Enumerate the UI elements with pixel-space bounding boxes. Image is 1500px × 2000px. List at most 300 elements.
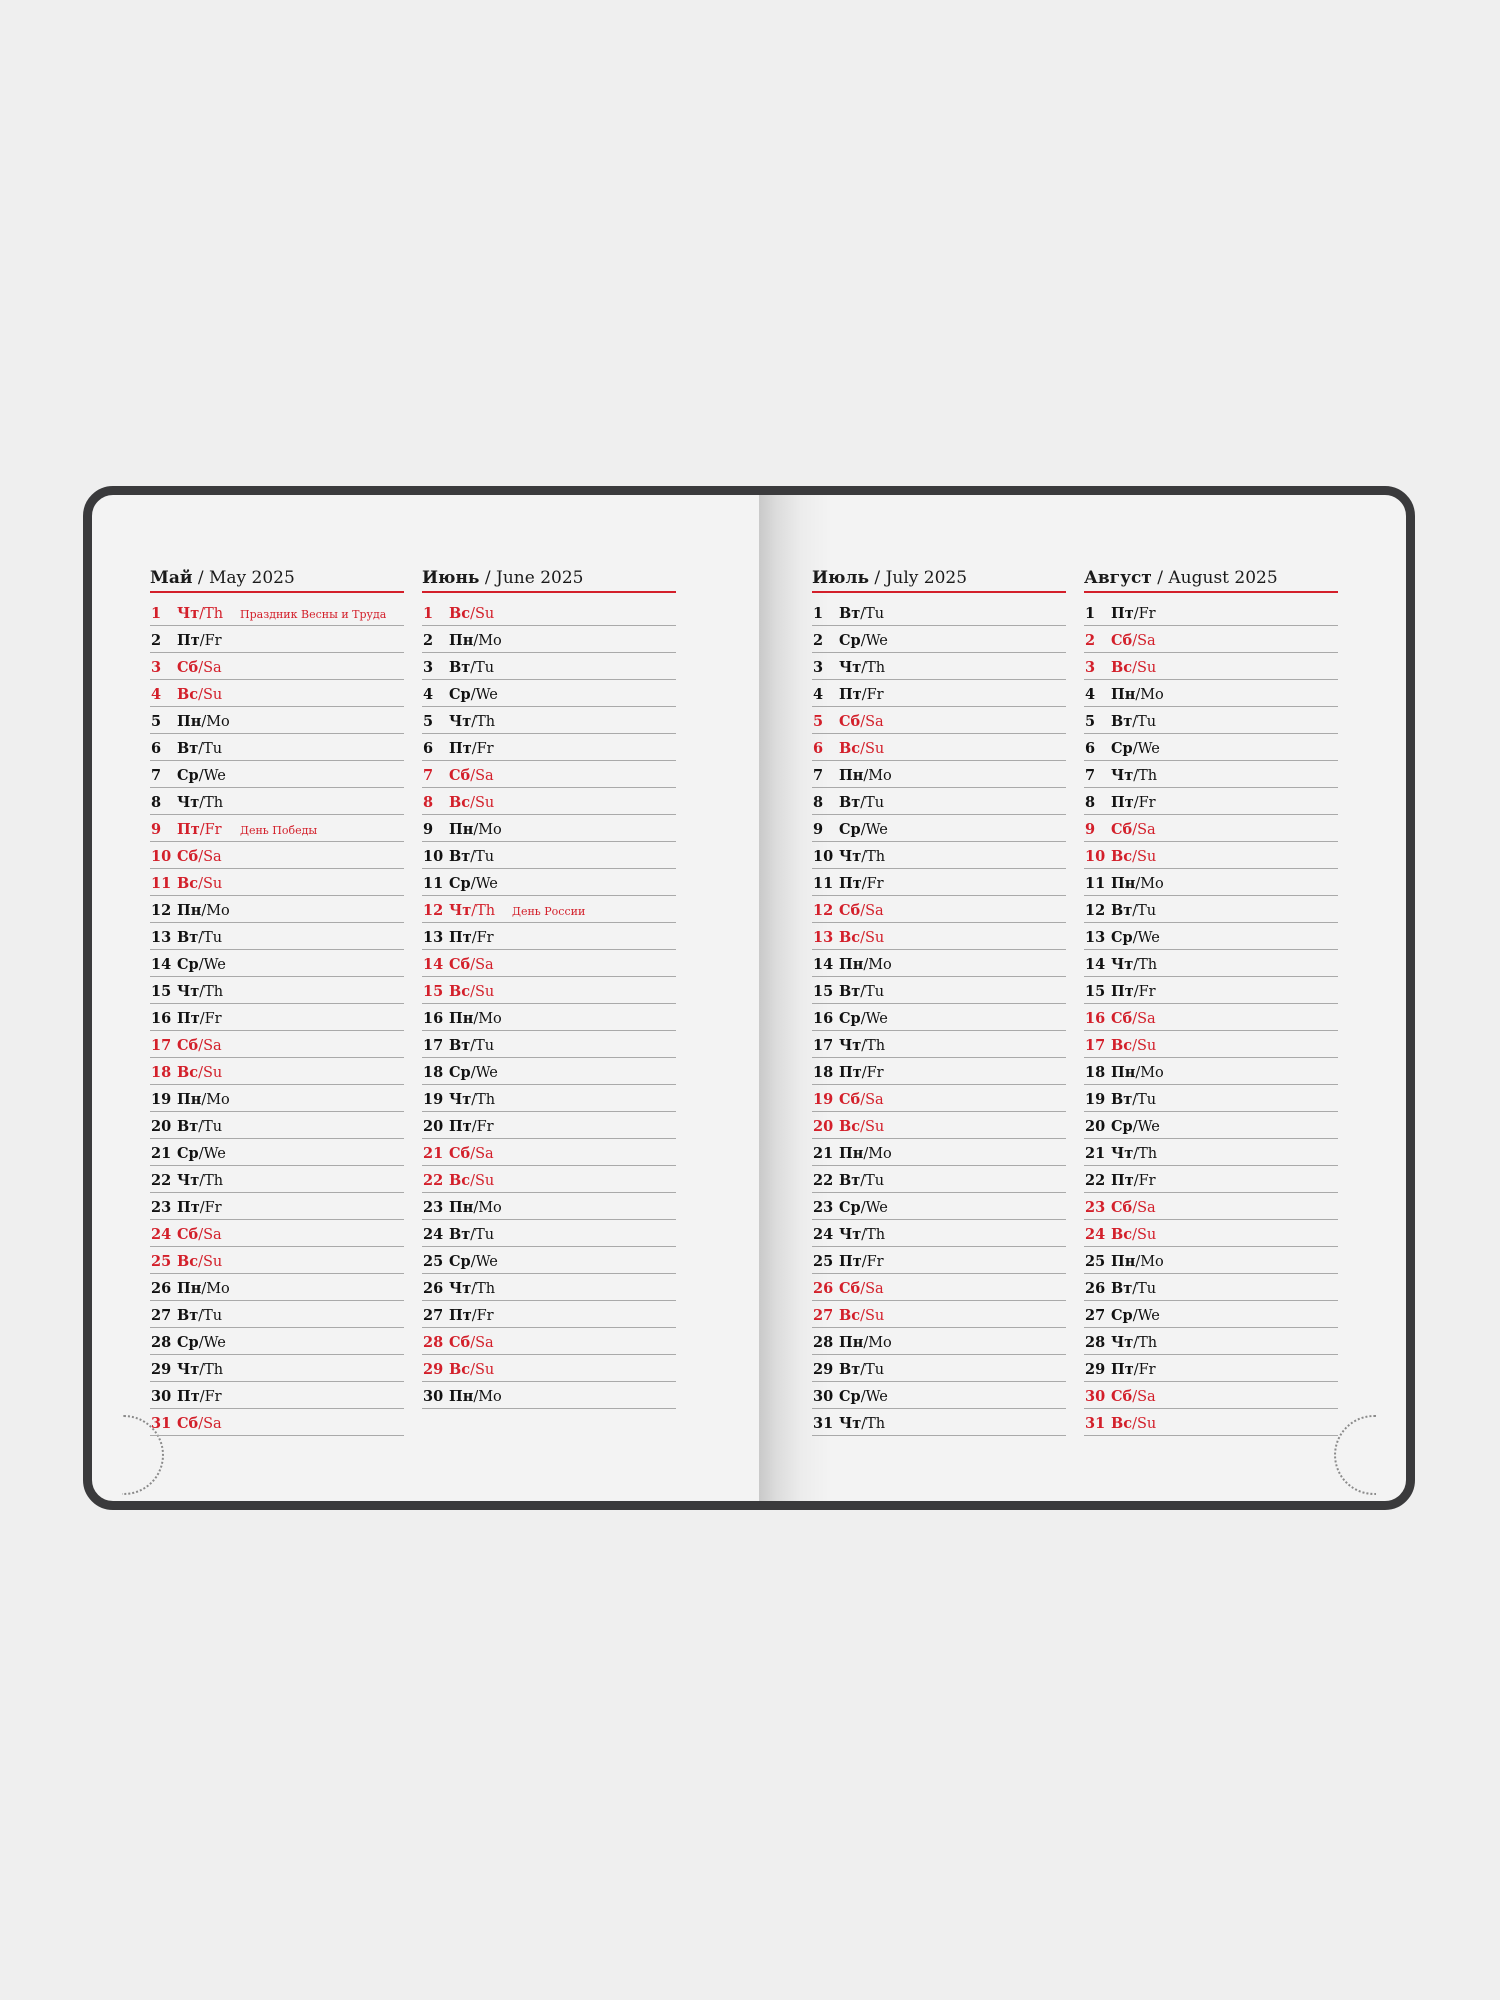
weekday-separator: / — [471, 1092, 477, 1108]
day-row — [812, 1085, 1066, 1112]
weekday — [1111, 923, 1160, 953]
day-row — [1084, 707, 1338, 734]
weekday-ru: Вс — [1111, 1037, 1133, 1054]
weekday-en: Sa — [475, 768, 494, 784]
day-number: 23 — [423, 1199, 444, 1216]
weekday-separator: / — [198, 1254, 203, 1270]
day-number: 13 — [423, 929, 444, 946]
day-row — [150, 977, 404, 1004]
day-number: 29 — [151, 1361, 172, 1378]
weekday-en: Fr — [866, 687, 884, 703]
weekday — [449, 1247, 498, 1277]
weekday-separator: / — [199, 1200, 205, 1216]
weekday-en: Tu — [1137, 1092, 1157, 1108]
day-number: 15 — [813, 983, 834, 1000]
weekday — [177, 1139, 226, 1169]
weekday-separator: / — [198, 1119, 204, 1135]
weekday-separator: / — [860, 1173, 866, 1189]
weekday-ru: Вс — [177, 686, 199, 703]
weekday-en: Tu — [203, 741, 223, 757]
weekday-en: Sa — [203, 849, 222, 865]
day-row — [812, 1274, 1066, 1301]
month-july — [812, 567, 1066, 1436]
day-row — [422, 1247, 676, 1274]
weekday-en: Su — [202, 687, 223, 703]
day-number: 30 — [423, 1388, 444, 1405]
day-row — [150, 1112, 404, 1139]
weekday-en: Fr — [476, 930, 494, 946]
weekday-ru: Вс — [449, 794, 471, 811]
day-row — [1084, 626, 1338, 653]
day-number: 25 — [813, 1253, 834, 1270]
weekday-ru: Сб — [449, 1334, 471, 1351]
day-row — [150, 1193, 404, 1220]
weekday — [449, 1301, 494, 1331]
weekday-ru: Пн — [449, 1010, 474, 1027]
weekday-en: Mo — [868, 1335, 892, 1351]
weekday-en: Sa — [1137, 1389, 1156, 1405]
weekday-separator: / — [1132, 660, 1137, 676]
weekday — [177, 1301, 222, 1331]
weekday-separator: / — [198, 1416, 204, 1432]
weekday-en: We — [203, 957, 226, 973]
weekday — [1111, 1193, 1156, 1223]
weekday-en: Fr — [204, 822, 222, 838]
weekday — [177, 626, 222, 656]
weekday — [449, 788, 494, 818]
weekday — [839, 626, 888, 656]
weekday — [839, 1220, 885, 1250]
weekday-en: Sa — [1137, 1011, 1156, 1027]
day-row — [812, 1301, 1066, 1328]
weekday-separator: / — [861, 1038, 867, 1054]
weekday-separator: / — [1132, 1308, 1138, 1324]
day-row — [1084, 815, 1338, 842]
weekday-separator: / — [470, 1254, 476, 1270]
day-number: 27 — [151, 1307, 172, 1324]
weekday-en: Th — [866, 1038, 886, 1054]
weekday-ru: Пт — [177, 1010, 200, 1027]
weekday-separator: / — [1135, 1254, 1141, 1270]
day-row — [1084, 1382, 1338, 1409]
day-number: 29 — [813, 1361, 834, 1378]
weekday-ru: Вт — [177, 929, 199, 946]
weekday-en: Mo — [1140, 1254, 1164, 1270]
day-number: 9 — [151, 821, 162, 838]
weekday-en: Su — [864, 1119, 885, 1135]
weekday-ru: Ср — [839, 1388, 861, 1405]
weekday-separator: / — [861, 1227, 867, 1243]
weekday — [839, 1166, 884, 1196]
day-number: 5 — [151, 713, 162, 730]
weekday-ru: Вт — [839, 605, 861, 622]
weekday-separator: / — [1135, 876, 1141, 892]
weekday-en: Tu — [475, 849, 495, 865]
weekday-ru: Пн — [177, 902, 202, 919]
day-row — [422, 761, 676, 788]
day-number: 25 — [151, 1253, 172, 1270]
day-number: 11 — [423, 875, 444, 892]
weekday-ru: Вс — [449, 1361, 471, 1378]
weekday-en: Tu — [865, 606, 885, 622]
weekday-ru: Вс — [839, 1307, 861, 1324]
weekday — [177, 815, 222, 845]
weekday — [449, 1004, 502, 1034]
day-number: 22 — [423, 1172, 444, 1189]
weekday-separator: / — [863, 768, 869, 784]
weekday — [177, 1382, 222, 1412]
weekday — [449, 923, 494, 953]
weekday — [449, 1058, 498, 1088]
weekday-ru: Сб — [1111, 1010, 1133, 1027]
day-row — [812, 1328, 1066, 1355]
day-row — [422, 626, 676, 653]
weekday — [1111, 653, 1156, 683]
weekday — [449, 1220, 494, 1250]
day-row — [422, 680, 676, 707]
day-row — [150, 1166, 404, 1193]
weekday-en: Th — [476, 714, 496, 730]
day-number: 30 — [151, 1388, 172, 1405]
weekday-separator: / — [470, 1146, 476, 1162]
day-number: 26 — [423, 1280, 444, 1297]
day-number: 1 — [813, 605, 824, 622]
day-number: 4 — [813, 686, 824, 703]
weekday-en: Th — [204, 984, 224, 1000]
weekday-ru: Вс — [839, 929, 861, 946]
weekday — [177, 1274, 230, 1304]
day-row — [422, 1382, 676, 1409]
weekday — [177, 734, 222, 764]
weekday-ru: Вт — [839, 983, 861, 1000]
weekday — [839, 1382, 888, 1412]
weekday — [1111, 1112, 1160, 1142]
weekday-en: Fr — [1138, 1362, 1156, 1378]
weekday-en: Fr — [476, 1308, 494, 1324]
weekday-en: Mo — [478, 822, 502, 838]
weekday-en: Su — [474, 984, 495, 1000]
day-number: 2 — [423, 632, 434, 649]
day-number: 13 — [151, 929, 172, 946]
weekday-ru: Ср — [177, 1334, 199, 1351]
day-row — [150, 1301, 404, 1328]
day-number: 16 — [813, 1010, 834, 1027]
weekday-en: Tu — [203, 1308, 223, 1324]
weekday-en: Th — [1138, 1146, 1158, 1162]
month-name-ru: Май — [150, 568, 193, 588]
day-number: 15 — [423, 983, 444, 1000]
weekday — [839, 1409, 885, 1439]
day-row — [812, 1220, 1066, 1247]
weekday-separator: / — [1132, 1227, 1137, 1243]
weekday-separator: / — [1132, 1038, 1137, 1054]
day-row — [422, 869, 676, 896]
day-row — [150, 1058, 404, 1085]
weekday — [449, 653, 494, 683]
day-row — [1084, 1058, 1338, 1085]
weekday-en: We — [475, 1065, 498, 1081]
weekday-en: Sa — [475, 1335, 494, 1351]
weekday-separator: / — [198, 876, 203, 892]
weekday — [177, 1085, 230, 1115]
day-row — [812, 1139, 1066, 1166]
day-number: 11 — [813, 875, 834, 892]
weekday-ru: Пн — [839, 767, 864, 784]
weekday-ru: Вс — [1111, 1415, 1133, 1432]
weekday — [177, 1409, 222, 1439]
day-number: 16 — [1085, 1010, 1106, 1027]
day-number: 13 — [1085, 929, 1106, 946]
weekday-en: Tu — [1137, 903, 1157, 919]
weekday-ru: Сб — [177, 1037, 199, 1054]
weekday — [1111, 896, 1156, 926]
weekday-separator: / — [1135, 687, 1141, 703]
weekday-ru: Ср — [1111, 740, 1133, 757]
weekday-separator: / — [1133, 984, 1139, 1000]
weekday-ru: Пн — [1111, 875, 1136, 892]
weekday-separator: / — [471, 903, 477, 919]
weekday-ru: Сб — [177, 1415, 199, 1432]
weekday — [1111, 1031, 1156, 1061]
weekday-separator: / — [470, 795, 475, 811]
day-row — [422, 1139, 676, 1166]
weekday-ru: Чт — [177, 1172, 200, 1189]
weekday — [177, 680, 222, 710]
day-number: 27 — [1085, 1307, 1106, 1324]
day-number: 6 — [1085, 740, 1096, 757]
weekday-separator: / — [198, 1308, 204, 1324]
weekday-en: Fr — [866, 1065, 884, 1081]
weekday-ru: Пн — [1111, 1064, 1136, 1081]
weekday-en: Th — [866, 660, 886, 676]
day-number: 22 — [813, 1172, 834, 1189]
weekday — [1111, 1328, 1157, 1358]
weekday — [177, 761, 226, 791]
day-number: 18 — [423, 1064, 444, 1081]
day-number: 11 — [1085, 875, 1106, 892]
weekday-ru: Ср — [449, 875, 471, 892]
weekday-ru: Ср — [839, 632, 861, 649]
day-row — [812, 869, 1066, 896]
weekday-en: Su — [202, 1254, 223, 1270]
weekday-separator: / — [199, 1389, 205, 1405]
weekday-separator: / — [1132, 930, 1138, 946]
weekday-ru: Вс — [1111, 659, 1133, 676]
day-row — [1084, 680, 1338, 707]
weekday-separator: / — [1132, 1011, 1138, 1027]
weekday-en: Fr — [1138, 606, 1156, 622]
weekday-separator: / — [861, 687, 867, 703]
day-number: 18 — [813, 1064, 834, 1081]
day-number: 14 — [1085, 956, 1106, 973]
weekday-separator: / — [1132, 1119, 1138, 1135]
day-number: 19 — [423, 1091, 444, 1108]
day-number: 17 — [151, 1037, 172, 1054]
weekday-ru: Вт — [1111, 1280, 1133, 1297]
weekday — [449, 1139, 494, 1169]
weekday-separator: / — [199, 633, 205, 649]
weekday — [177, 923, 222, 953]
weekday-ru: Чт — [839, 1226, 862, 1243]
weekday-separator: / — [1132, 633, 1138, 649]
weekday-separator: / — [863, 1146, 869, 1162]
weekday — [1111, 1058, 1164, 1088]
weekday-en: We — [1137, 741, 1160, 757]
day-row — [150, 896, 404, 923]
day-number: 21 — [423, 1145, 444, 1162]
day-number: 8 — [1085, 794, 1096, 811]
day-number: 20 — [151, 1118, 172, 1135]
weekday — [449, 1193, 502, 1223]
day-row — [1084, 1004, 1338, 1031]
weekday-ru: Сб — [177, 1226, 199, 1243]
weekday-en: Mo — [478, 1389, 502, 1405]
day-number: 17 — [423, 1037, 444, 1054]
weekday-ru: Пн — [449, 632, 474, 649]
weekday — [177, 977, 223, 1007]
weekday-en: Fr — [1138, 1173, 1156, 1189]
weekday-separator: / — [470, 1335, 476, 1351]
day-number: 26 — [1085, 1280, 1106, 1297]
weekday-en: Su — [1136, 1227, 1157, 1243]
weekday-ru: Вт — [839, 794, 861, 811]
day-row — [812, 1112, 1066, 1139]
weekday-ru: Вс — [177, 1064, 199, 1081]
weekday-en: Th — [204, 795, 224, 811]
day-row — [422, 977, 676, 1004]
weekday-ru: Вт — [177, 1118, 199, 1135]
day-number: 9 — [1085, 821, 1096, 838]
day-row — [812, 653, 1066, 680]
weekday-ru: Чт — [177, 605, 200, 622]
weekday-ru: Ср — [1111, 1118, 1133, 1135]
weekday-separator: / — [198, 687, 203, 703]
weekday-en: Tu — [865, 1173, 885, 1189]
day-number: 18 — [151, 1064, 172, 1081]
day-row — [422, 1166, 676, 1193]
weekday — [449, 842, 494, 872]
weekday-en: Sa — [1137, 822, 1156, 838]
weekday-en: We — [1137, 930, 1160, 946]
month-header: Июль / July 2025 — [812, 567, 1066, 593]
month-header: Июнь / June 2025 — [422, 567, 676, 593]
day-number: 28 — [1085, 1334, 1106, 1351]
day-number: 12 — [423, 902, 444, 919]
weekday-en: Fr — [476, 1119, 494, 1135]
weekday-en: Th — [1138, 957, 1158, 973]
day-row — [422, 599, 676, 626]
weekday-en: Su — [474, 1173, 495, 1189]
day-number: 20 — [1085, 1118, 1106, 1135]
weekday-en: We — [865, 633, 888, 649]
weekday — [1111, 707, 1156, 737]
weekday-ru: Чт — [1111, 956, 1134, 973]
weekday-ru: Чт — [839, 848, 862, 865]
weekday — [1111, 815, 1156, 845]
day-row — [150, 626, 404, 653]
day-row — [1084, 896, 1338, 923]
day-number: 22 — [1085, 1172, 1106, 1189]
day-row — [812, 842, 1066, 869]
weekday-ru: Сб — [839, 1280, 861, 1297]
day-row — [422, 950, 676, 977]
weekday-separator: / — [1132, 1200, 1138, 1216]
weekday-separator: / — [198, 1038, 204, 1054]
weekday — [1111, 1004, 1156, 1034]
weekday-separator: / — [1133, 795, 1139, 811]
weekday-separator: / — [470, 849, 476, 865]
weekday-ru: Сб — [449, 767, 471, 784]
weekday-separator: / — [1132, 1281, 1138, 1297]
weekday-en: Tu — [865, 1362, 885, 1378]
day-row — [812, 626, 1066, 653]
weekday — [1111, 680, 1164, 710]
day-number: 30 — [813, 1388, 834, 1405]
day-number: 16 — [423, 1010, 444, 1027]
weekday-en: Th — [866, 1227, 886, 1243]
weekday-en: Th — [476, 1281, 496, 1297]
weekday-ru: Пт — [449, 1307, 472, 1324]
month-name-en: August 2025 — [1168, 568, 1278, 588]
weekday-en: Mo — [206, 1281, 230, 1297]
day-number: 19 — [813, 1091, 834, 1108]
day-number: 1 — [1085, 605, 1096, 622]
day-number: 19 — [1085, 1091, 1106, 1108]
day-number: 7 — [423, 767, 434, 784]
weekday-en: Mo — [1140, 687, 1164, 703]
weekday-separator: / — [201, 714, 207, 730]
day-row — [812, 680, 1066, 707]
day-row — [1084, 1193, 1338, 1220]
day-number: 2 — [1085, 632, 1096, 649]
weekday-separator: / — [860, 1119, 865, 1135]
month-may — [150, 567, 404, 1436]
day-number: 21 — [813, 1145, 834, 1162]
weekday — [177, 599, 223, 629]
weekday — [449, 869, 498, 899]
weekday-en: Su — [1136, 1416, 1157, 1432]
month-header: Май / May 2025 — [150, 567, 404, 593]
weekday — [839, 1328, 892, 1358]
weekday-separator: / — [198, 849, 204, 865]
weekday-ru: Пт — [177, 1199, 200, 1216]
weekday-separator: / — [1132, 714, 1138, 730]
weekday-en: Mo — [206, 903, 230, 919]
day-row — [150, 1355, 404, 1382]
day-number: 20 — [813, 1118, 834, 1135]
day-number: 17 — [813, 1037, 834, 1054]
weekday-en: Th — [204, 1362, 224, 1378]
weekday-ru: Пн — [177, 713, 202, 730]
weekday — [839, 1004, 888, 1034]
weekday — [839, 680, 884, 710]
weekday — [177, 842, 222, 872]
weekday-en: Fr — [204, 633, 222, 649]
weekday — [1111, 1382, 1156, 1412]
weekday-en: Tu — [475, 660, 495, 676]
weekday-en: Tu — [865, 984, 885, 1000]
weekday — [839, 1355, 884, 1385]
day-row — [150, 1139, 404, 1166]
day-row — [150, 842, 404, 869]
day-row — [812, 788, 1066, 815]
weekday-separator: / — [470, 984, 475, 1000]
weekday-ru: Пн — [177, 1091, 202, 1108]
weekday-separator: / — [198, 957, 204, 973]
weekday-ru: Пт — [839, 875, 862, 892]
weekday-en: Sa — [1137, 1200, 1156, 1216]
weekday — [1111, 1220, 1156, 1250]
